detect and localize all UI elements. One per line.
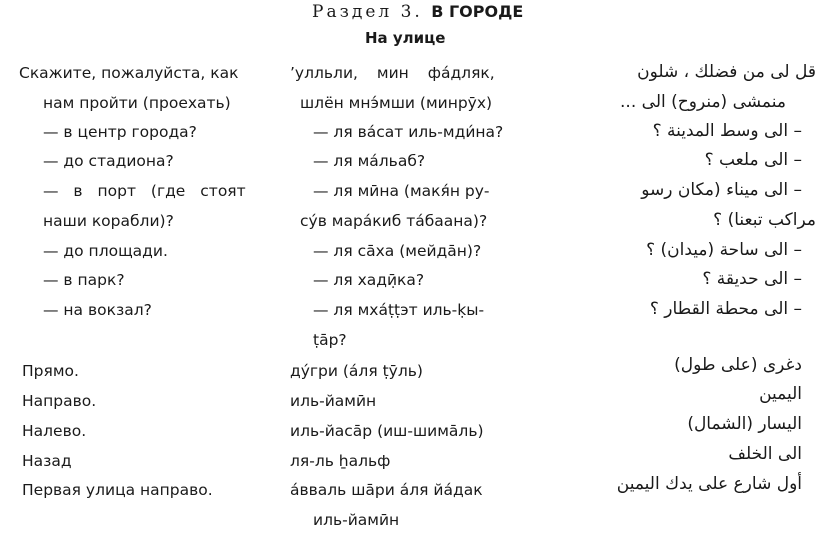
ar-line: اليمين xyxy=(759,384,802,404)
ar-line: دغرى (على طول) xyxy=(674,355,802,375)
ar-line: مراكب تبعنا) ؟ xyxy=(713,210,816,230)
ru-line: Назад xyxy=(22,452,72,470)
ru-line: наши корабли)? xyxy=(43,212,174,230)
ar-line: – الى ميناء (مكان رسو xyxy=(641,180,802,200)
ru-line: — в порт (где стоят xyxy=(43,182,246,200)
tr-line: иль-йамӣн xyxy=(290,392,377,410)
ru-line: — в центр города? xyxy=(43,123,197,141)
tr-line: — ля мха́ṭṭэт иль-ḳы- xyxy=(313,301,485,319)
tr-line: иль-йаса̄р (иш-шима̄ль) xyxy=(290,422,484,440)
ru-line: Прямо. xyxy=(22,362,79,380)
ar-line: اليسار (الشمال) xyxy=(687,414,802,434)
ru-line: — до площади. xyxy=(43,242,168,260)
tr-line: ’улльли, мин фа́дляк, xyxy=(290,64,495,82)
tr-line: — ля мӣна (макя́н ру- xyxy=(313,182,490,200)
ar-line: – الى وسط المدينة ؟ xyxy=(652,121,802,141)
tr-line: шлён мнэ́мши (минрӯх) xyxy=(300,94,493,112)
tr-line: а́вваль ша̄ри а́ля йа́дак xyxy=(290,481,483,499)
tr-line: су́в мара́киб та́баана)? xyxy=(300,212,488,230)
ru-line: Первая улица направо. xyxy=(22,481,213,499)
ru-line: — в парк? xyxy=(43,271,125,289)
section-title xyxy=(312,2,523,22)
ru-line: Налево. xyxy=(22,422,87,440)
ar-line: قل لى من فضلك ، شلون xyxy=(637,62,816,82)
tr-line: — ля хадӣ̣ка? xyxy=(313,271,425,289)
ar-line: – الى ساحة (ميدان) ؟ xyxy=(646,240,802,260)
ru-line: — на вокзал? xyxy=(43,301,152,319)
section-heading: В ГОРОДЕ xyxy=(431,2,524,21)
subtitle: На улице xyxy=(365,29,446,47)
tr-line: иль-йамӣн xyxy=(313,511,400,529)
ar-line: أول شارع على يدك اليمين xyxy=(616,474,802,494)
ar-line: – الى ملعب ؟ xyxy=(704,150,802,170)
ru-line: нам пройти (проехать) xyxy=(43,94,231,112)
ru-line: Направо. xyxy=(22,392,97,410)
tr-line: — ля са̄ха (мейда̄н)? xyxy=(313,242,482,260)
tr-line: — ля ма́льаб? xyxy=(313,152,426,170)
ru-line: — до стадиона? xyxy=(43,152,174,170)
ar-line: منمشى (منروح) الى ... xyxy=(620,92,786,112)
tr-line: — ля ва́сат иль-мди́на? xyxy=(313,123,504,141)
ru-line: Скажите, пожалуйста, как xyxy=(19,64,239,82)
tr-line: ṭа̄р? xyxy=(313,331,347,349)
ar-line: الى الخلف xyxy=(728,444,802,464)
tr-line: ля-ль ẖальф xyxy=(290,452,391,470)
tr-line: ду́гри (а́ля ṭӯль) xyxy=(290,362,423,380)
section-prefix: Раздел 3. xyxy=(312,2,423,22)
ar-line: – الى محطة القطار ؟ xyxy=(649,299,802,319)
ar-line: – الى حديقة ؟ xyxy=(702,269,802,289)
